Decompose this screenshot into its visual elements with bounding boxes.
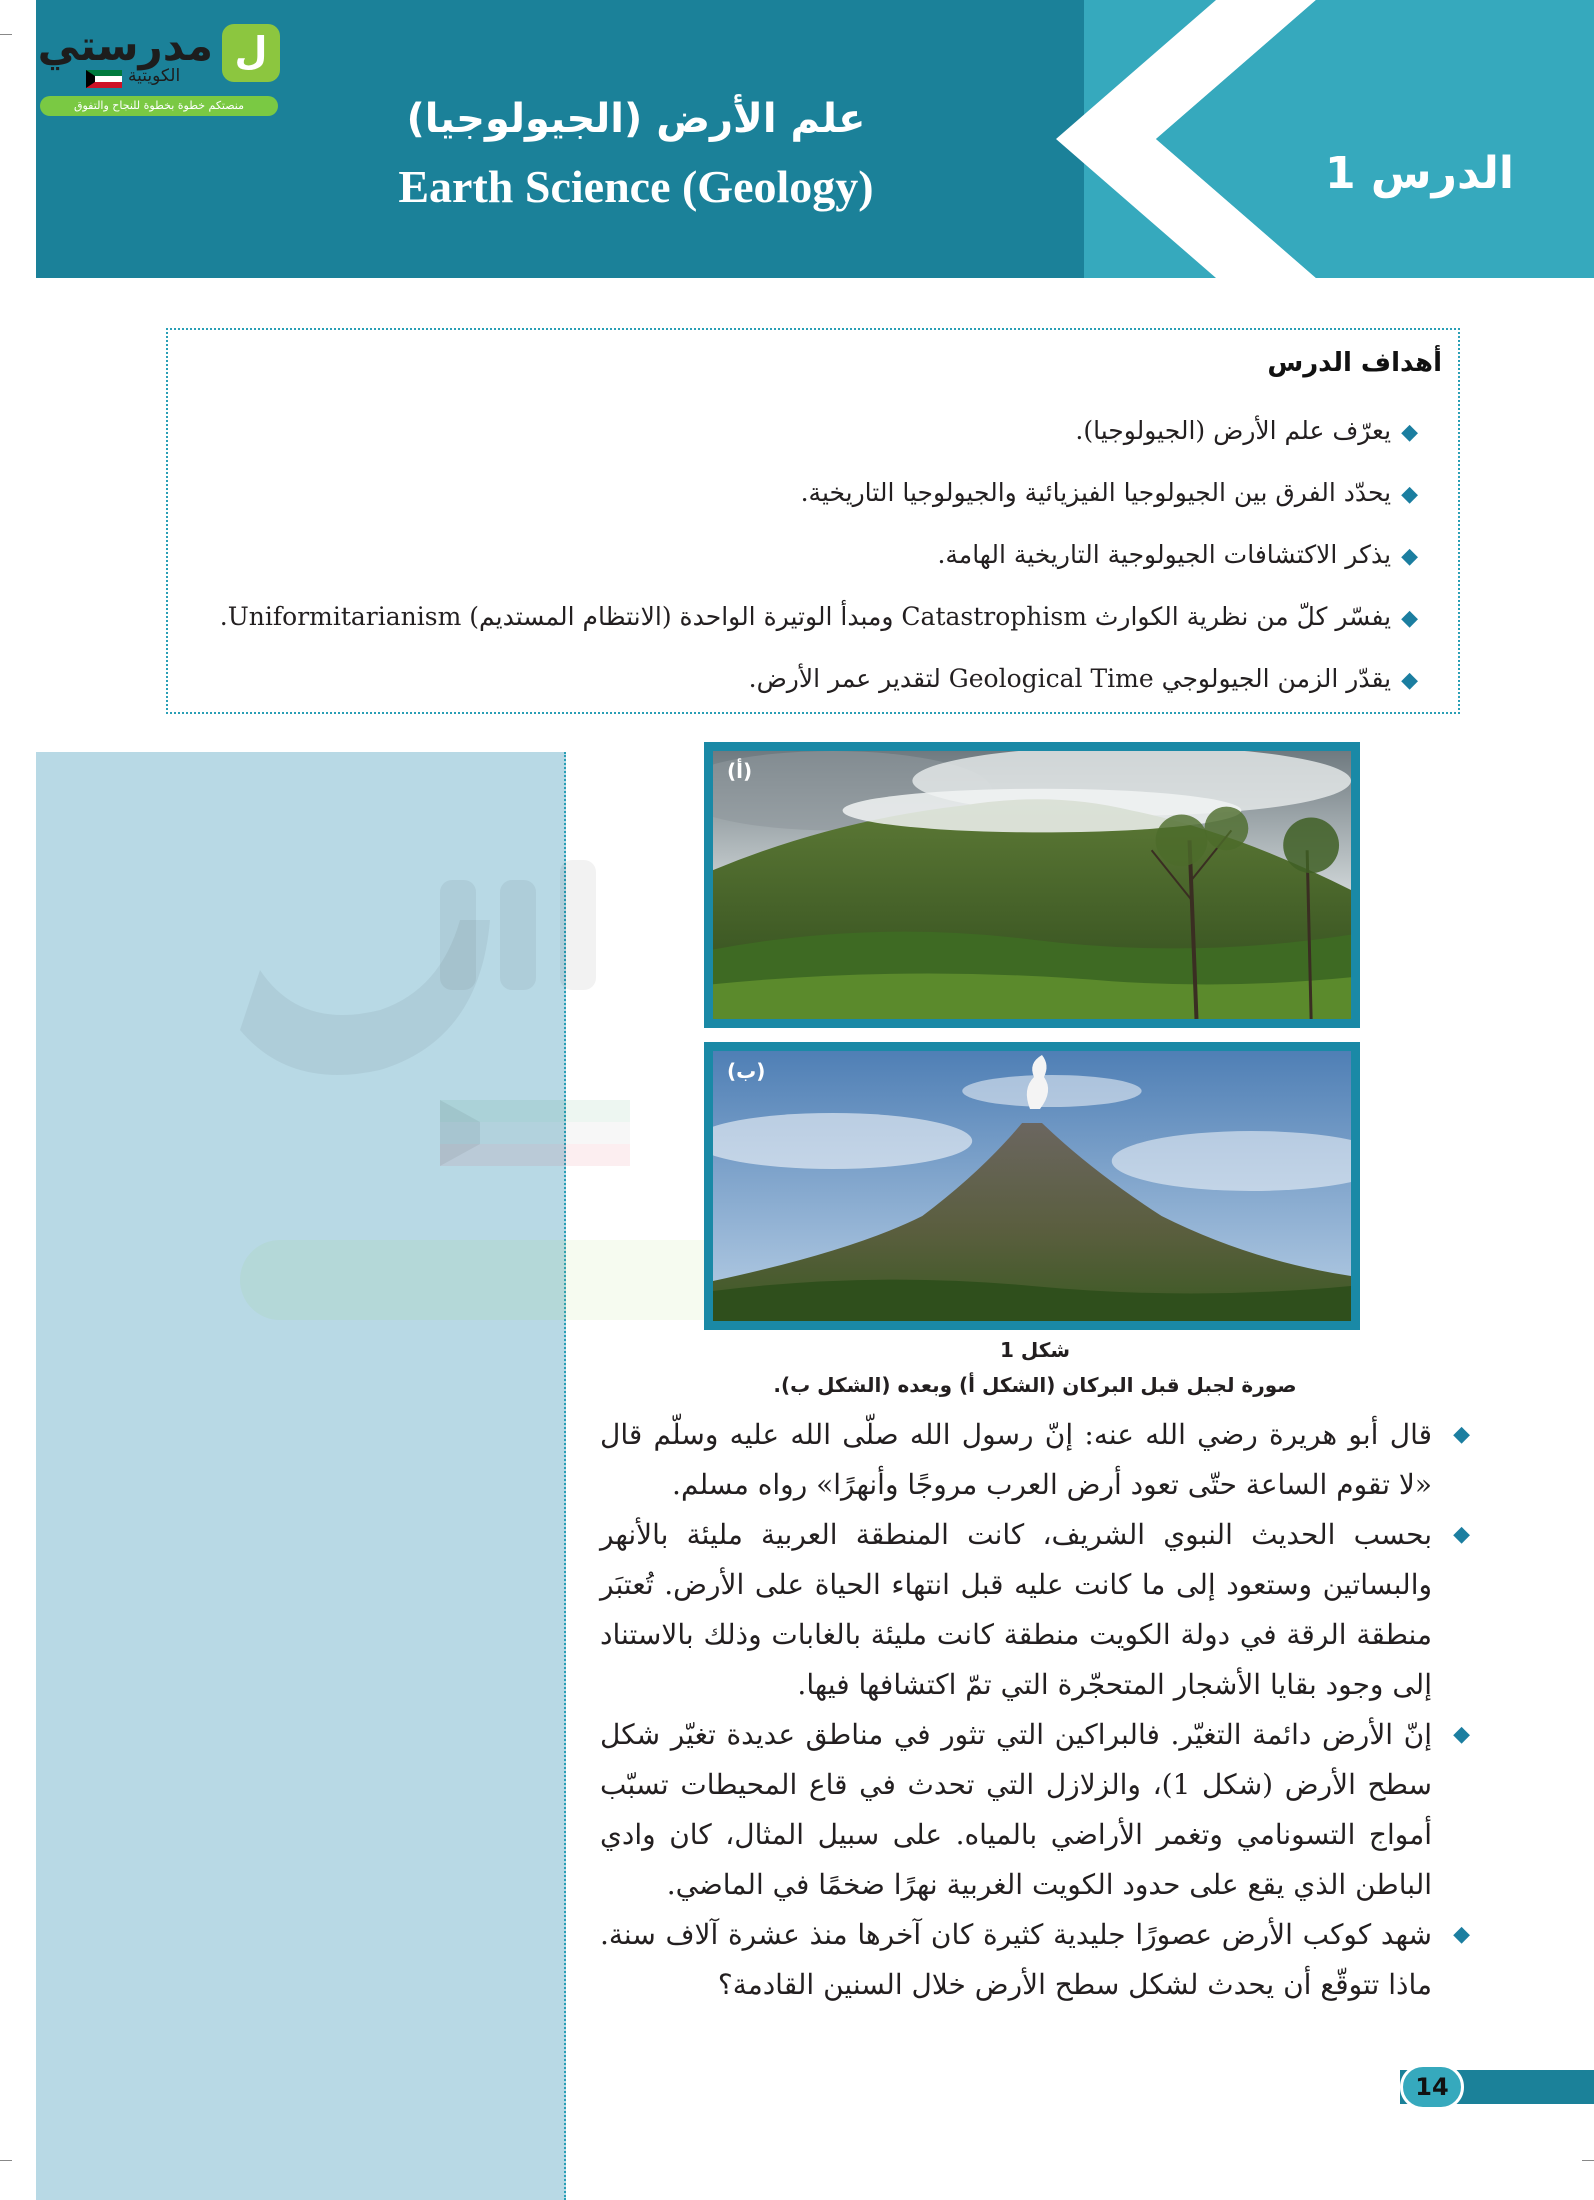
lesson-number-label: الدرس 1 (1324, 148, 1514, 199)
diamond-bullet-icon: ◆ (1453, 1422, 1470, 1447)
figure-caption: صورة لجبل قبل البركان (الشكل أ) وبعده (الشكل ب). (773, 1373, 1297, 1397)
body-paragraph: ◆ بحسب الحديث النبوي الشريف، كانت المنطقة العربية مليئة بالأنهر والبساتين وستعود إلى ما كانت عليه قبل انتهاء الحياة على الأرض. تُعتبَر منطقة الرقة في دولة الكويت منطقة كانت مليئة بالغابات وذلك بالاستناد إلى وجود بقايا الأشجار المتحجّرة التي تمّ اكتشافها فيها. (600, 1510, 1470, 1710)
objective-item: ◆يحدّد الفرق بين الجيولوجيا الفيزيائية والجيولوجيا التاريخية. (800, 478, 1418, 507)
diamond-bullet-icon: ◆ (1401, 482, 1418, 507)
logo-subtitle: الكويتية (128, 66, 181, 86)
logo-wordmark: مدرستي (37, 21, 213, 70)
lesson-objectives-box (166, 328, 1460, 714)
objectives-title: أهداف الدرس (1267, 348, 1442, 378)
header-chevron-shape (1026, 0, 1346, 278)
diamond-bullet-icon: ◆ (1401, 420, 1418, 445)
diamond-bullet-icon: ◆ (1401, 544, 1418, 569)
diamond-bullet-icon: ◆ (1401, 606, 1418, 631)
ruler-badge-icon: ل (222, 24, 280, 82)
diamond-bullet-icon: ◆ (1453, 1522, 1470, 1547)
diamond-bullet-icon: ◆ (1453, 1922, 1470, 1947)
objective-item: ◆يفسّر كلّ من نظرية الكوارث Catastrophism ومبدأ الوتيرة الواحدة (الانتظام المستديم) Uniformitarianism. (219, 602, 1418, 631)
objective-item: ◆يعرّف علم الأرض (الجيولوجيا). (1075, 416, 1418, 445)
figure-label-a: (أ) (727, 759, 753, 783)
kuwait-flag-icon (86, 70, 122, 88)
photo-volcano-after (704, 1042, 1360, 1330)
objectives-list (188, 400, 1418, 710)
body-paragraph: ◆ قال أبو هريرة رضي الله عنه: إنّ رسول الله صلّى الله عليه وسلّم قال «لا تقوم الساعة حتّى تعود أرض العرب مروجًا وأنهرًا» رواه مسلم. (600, 1410, 1470, 1510)
body-paragraph: ◆ إنّ الأرض دائمة التغيّر. فالبراكين التي تثور في مناطق عديدة تغيّر شكل سطح الأرض (شكل 1)، والزلازل التي تحدث في قاع المحيطات تسبّب أمواج التسونامي وتغمر الأراضي بالمياه. على سبيل المثال، كان وادي الباطن الذي يقع على حدود الكويت الغربية نهرًا ضخمًا في الماضي. (600, 1710, 1470, 1910)
objective-item: ◆يقدّر الزمن الجيولوجي Geological Time لتقدير عمر الأرض. (748, 664, 1418, 693)
site-logo (38, 22, 283, 114)
crop-mark (0, 2160, 12, 2161)
crop-mark (0, 34, 12, 35)
figure-label-b: (ب) (727, 1059, 766, 1083)
logo-tagline: منصتكم خطوة بخطوة للنجاح والتفوق (40, 96, 278, 116)
objective-item: ◆يذكر الاكتشافات الجيولوجية التاريخية الهامة. (937, 540, 1418, 569)
page-number: 14 (1400, 2064, 1464, 2110)
mountain-forest-image (713, 751, 1351, 1019)
lesson-title-english: Earth Science (Geology) (398, 161, 874, 212)
diamond-bullet-icon: ◆ (1401, 668, 1418, 693)
margin-side-panel (36, 752, 566, 2200)
photo-mountain-before (704, 742, 1360, 1028)
margin-divider-line (564, 752, 566, 2200)
lesson-title-arabic: علم الأرض (الجيولوجيا) (406, 96, 866, 142)
figure-number: شكل 1 (999, 1338, 1071, 1362)
lesson-body-text (600, 1410, 1470, 2010)
crop-mark (1582, 2160, 1594, 2161)
diamond-bullet-icon: ◆ (1453, 1722, 1470, 1747)
body-paragraph: ◆ شهد كوكب الأرض عصورًا جليدية كثيرة كان آخرها منذ عشرة آلاف سنة. ماذا تتوقّع أن يحدث لشكل سطح الأرض خلال السنين القادمة؟ (600, 1910, 1470, 2010)
volcano-image (713, 1051, 1351, 1321)
